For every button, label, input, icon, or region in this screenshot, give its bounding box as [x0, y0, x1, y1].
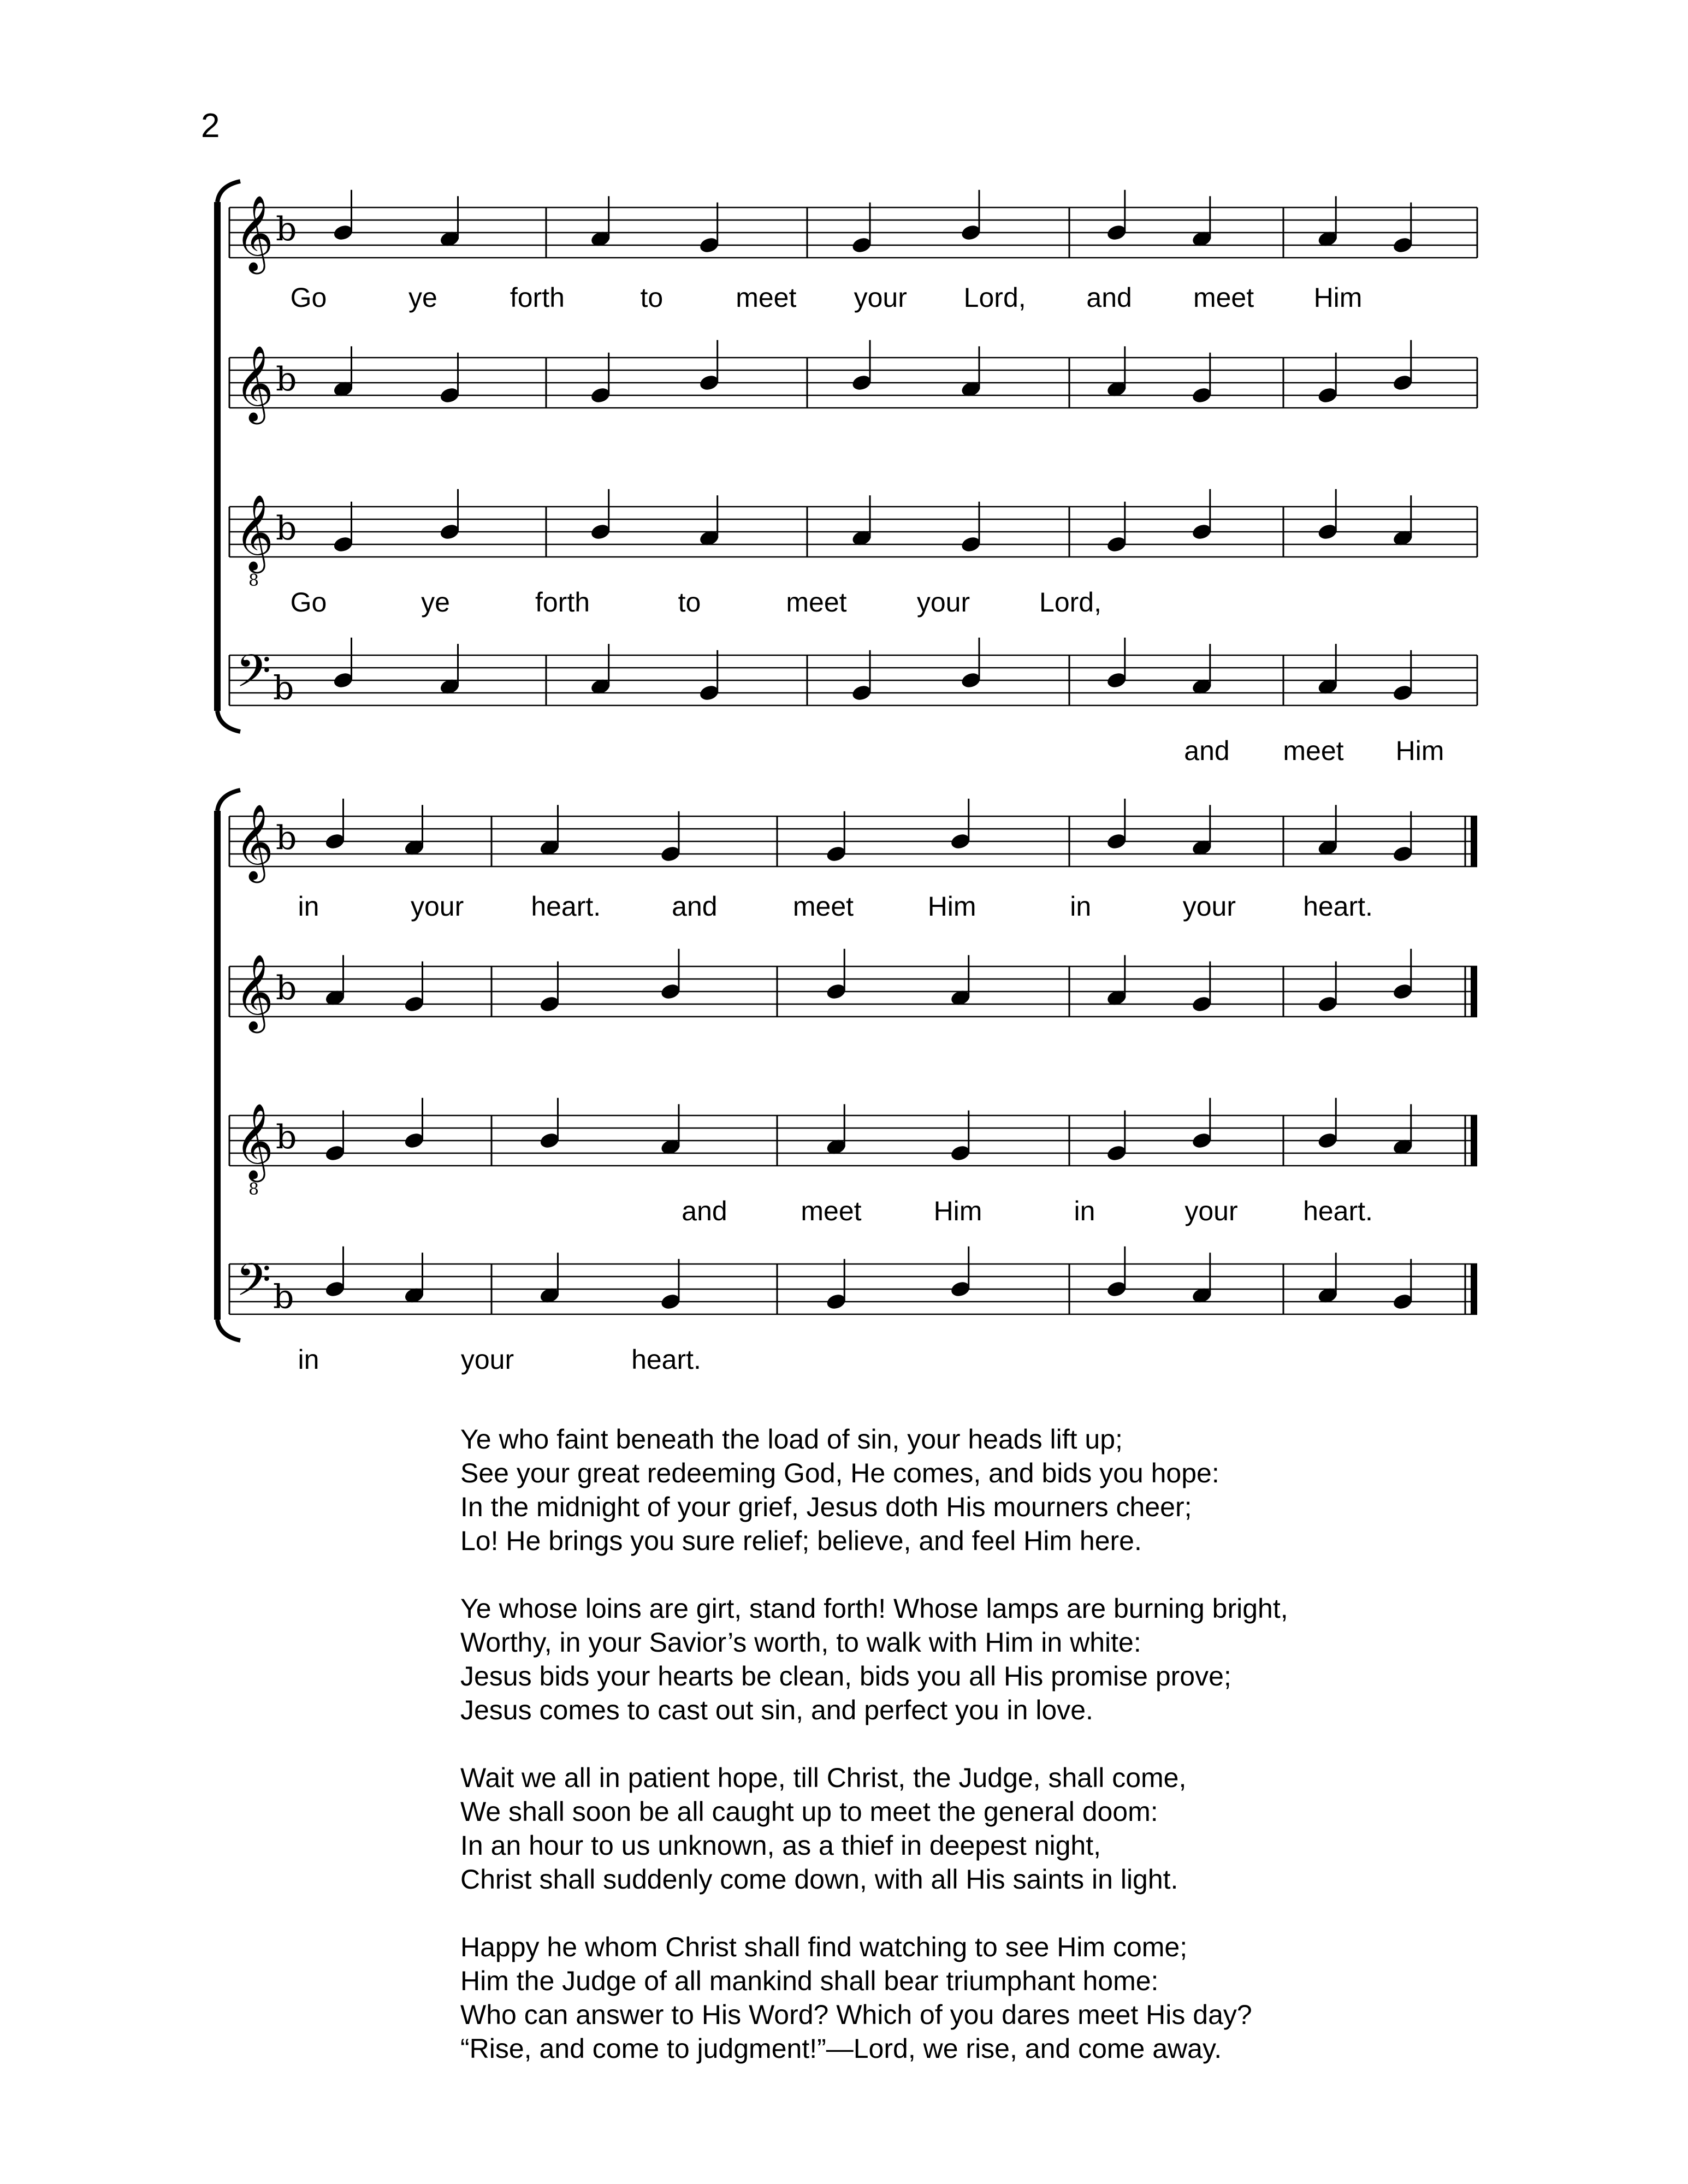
key-signature-flat-icon: b [276, 210, 297, 248]
lyric-syllable: heart. [1303, 1196, 1373, 1226]
lyric-syllable: forth [510, 282, 565, 313]
treble-clef-icon: 𝄞 [235, 195, 274, 271]
lyric-syllable: to [640, 282, 664, 313]
page-number: 2 [201, 107, 220, 145]
verse-line: Worthy, in your Savior’s worth, to walk with Him in white: [460, 1627, 1141, 1658]
lyric-syllable: meet [792, 891, 854, 922]
final-barline-thick [1471, 816, 1477, 867]
key-signature-flat-icon: b [273, 1278, 294, 1316]
lyric-syllable: your [1182, 891, 1236, 922]
verse-line: Jesus bids your hearts be clean, bids you all His promise prove; [460, 1661, 1231, 1692]
key-signature-flat-icon: b [276, 1118, 297, 1156]
treble-clef-icon: 𝄞 [235, 954, 274, 1030]
lyric-syllable: and [682, 1196, 727, 1226]
bracket-hook-bottom [217, 711, 240, 732]
treble-clef-icon: 𝄞 [235, 494, 274, 571]
verse-line: “Rise, and come to judgment!”—Lord, we rise, and come away. [460, 2033, 1222, 2064]
lyric-syllable: in [298, 1344, 319, 1375]
bracket-hook-bottom [217, 1320, 240, 1340]
system-bracket [214, 811, 221, 1320]
lyric-syllable: meet [1283, 735, 1344, 766]
verse-line: Jesus comes to cast out sin, and perfect you in love. [460, 1695, 1093, 1725]
verse-2 [460, 1592, 1288, 1727]
bass-clef-icon: 𝄢 [236, 644, 271, 709]
treble-clef-icon: 𝄞 [235, 1103, 274, 1179]
lyric-syllable: forth [535, 587, 590, 618]
lyric-syllable: heart. [1303, 891, 1373, 922]
verse-line: Christ shall suddenly come down, with all His saints in light. [460, 1864, 1178, 1895]
lyric-syllable: to [678, 587, 701, 618]
key-signature-flat-icon: b [276, 969, 297, 1007]
lyric-syllable: meet [786, 587, 847, 618]
lyric-syllable: your [854, 282, 907, 313]
final-barline-thick [1471, 1264, 1477, 1314]
lyric-syllable: in [298, 891, 319, 922]
lyric-syllable: your [1184, 1196, 1238, 1226]
system-bracket [214, 202, 221, 711]
treble-clef-icon: 𝄞 [235, 804, 274, 880]
key-signature-flat-icon: b [276, 818, 297, 857]
verse-line: See your great redeeming God, He comes, and bids you hope: [460, 1458, 1219, 1488]
lyric-syllable: your [410, 891, 464, 922]
verse-line: Ye whose loins are girt, stand forth! Whose lamps are burning bright, [460, 1593, 1288, 1624]
key-signature-flat-icon: b [276, 509, 297, 548]
lyric-syllable: Lord, [1039, 587, 1101, 618]
lyric-syllable: and [1086, 282, 1132, 313]
lyric-syllable: your [460, 1344, 514, 1375]
lyric-syllable: Go [290, 282, 327, 313]
verse-4 [460, 1930, 1288, 2066]
lyric-syllable: Him [1395, 735, 1444, 766]
verse-line: Him the Judge of all mankind shall bear triumphant home: [460, 1966, 1159, 1996]
lyric-syllable: Him [1313, 282, 1363, 313]
hymn-verses [460, 1422, 1288, 2099]
verse-1 [460, 1422, 1288, 1558]
lyric-syllable: Go [290, 587, 327, 618]
lyric-syllable: and [672, 891, 718, 922]
verse-line: Ye who faint beneath the load of sin, your heads lift up; [460, 1424, 1123, 1455]
lyric-syllable: heart. [631, 1344, 701, 1375]
lyric-syllable: in [1070, 891, 1092, 922]
verse-3 [460, 1761, 1288, 1896]
verse-line: We shall soon be all caught up to meet the general doom: [460, 1796, 1158, 1827]
lyric-syllable: in [1074, 1196, 1095, 1226]
lyric-syllable: your [916, 587, 970, 618]
lyric-syllable: meet [736, 282, 797, 313]
verse-line: Lo! He brings you sure relief; believe, and feel Him here. [460, 1526, 1142, 1556]
lyric-syllable: and [1184, 735, 1230, 766]
lyric-syllable: Lord, [963, 282, 1026, 313]
verse-line: Wait we all in patient hope, till Christ, the Judge, shall come, [460, 1762, 1187, 1793]
lyric-syllable: ye [421, 587, 450, 618]
bass-clef-icon: 𝄢 [236, 1253, 271, 1317]
lyric-syllable: meet [1193, 282, 1254, 313]
lyric-syllable: heart. [531, 891, 601, 922]
lyric-syllable: ye [408, 282, 437, 313]
octave-marker: 8 [248, 1179, 259, 1199]
verse-line: In an hour to us unknown, as a thief in deepest night, [460, 1830, 1101, 1861]
lyric-syllable: meet [801, 1196, 862, 1226]
lyric-syllable: Him [927, 891, 976, 922]
octave-marker: 8 [248, 571, 259, 590]
verse-line: Who can answer to His Word? Which of you dares meet His day? [460, 1999, 1252, 2030]
treble-clef-icon: 𝄞 [235, 345, 274, 422]
key-signature-flat-icon: b [276, 360, 297, 399]
key-signature-flat-icon: b [273, 669, 294, 708]
verse-line: Happy he whom Christ shall find watching to see Him come; [460, 1932, 1188, 1962]
lyric-syllable: Him [933, 1196, 982, 1226]
final-barline-thick [1471, 1115, 1477, 1166]
verse-line: In the midnight of your grief, Jesus doth His mourners cheer; [460, 1492, 1192, 1522]
final-barline-thick [1471, 966, 1477, 1017]
